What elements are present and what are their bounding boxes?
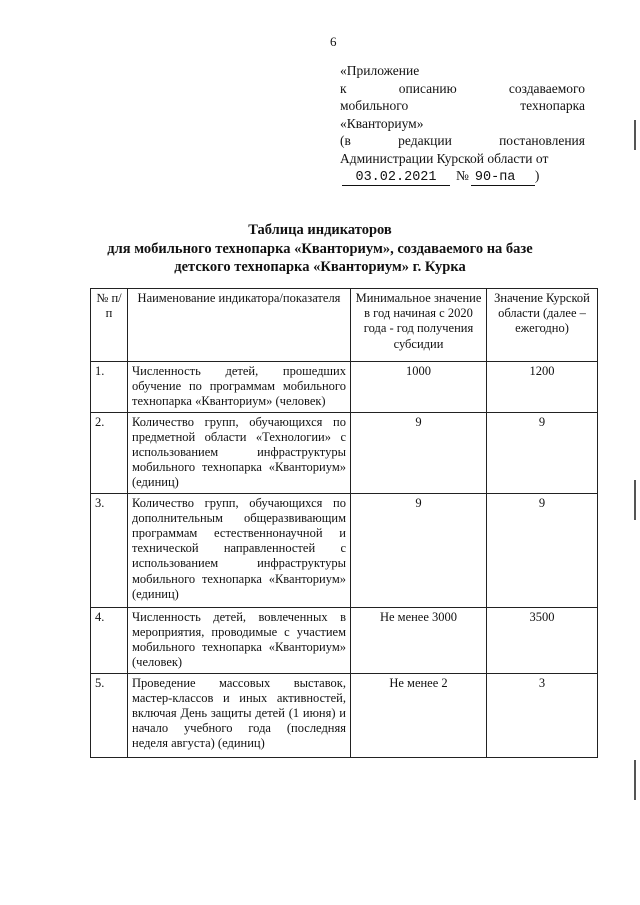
appendix-word: создаваемого [508, 80, 585, 96]
title-line-2: для мобильного технопарка «Кванториум», создаваемого на базе [107, 240, 533, 257]
appendix-word: редакции [398, 133, 452, 148]
header-num: № п/п [91, 289, 128, 362]
table-row [91, 362, 598, 413]
appendix-word: (в [340, 133, 351, 148]
row-kursk-value: 9 [487, 493, 598, 607]
appendix-word: мобильного [340, 98, 409, 113]
indicators-table [90, 288, 598, 758]
row-min-value: 1000 [351, 362, 487, 413]
row-name: Количество групп, обучающихся по предметной области «Технологии» с использованием инфраструктуры мобильного технопарка «Кванториум» (единиц) [128, 412, 351, 493]
appendix-line-1: «Приложение [340, 63, 420, 78]
appendix-line-6: Администрации Курской области от [340, 150, 549, 166]
row-kursk-value: 9 [487, 412, 598, 493]
row-name: Численность детей, прошедших обучение по программам мобильного технопарка «Кванториум» (человек) [128, 362, 351, 413]
table-row [91, 673, 598, 757]
scan-edge-mark [634, 480, 636, 520]
header-min-value: Минимальное значение в год начиная с 2020 года - год получения субсидии [351, 289, 487, 362]
decree-date: 03.02.2021 [342, 170, 450, 186]
header-name: Наименование индикатора/показателя [128, 289, 351, 362]
row-name: Количество групп, обучающихся по дополнительным общеразвивающим программам естественнонаучной и технической направленностей с использованием инфраструктуры мобильного технопарка «Кванториум» (единиц) [128, 493, 351, 607]
appendix-line-5 [340, 132, 585, 150]
row-min-value: Не менее 2 [351, 673, 487, 757]
row-name: Проведение массовых выставок, мастер-классов и иных активностей, включая День защиты детей (1 июня) и начало учебного года (последняя неделя августа) (единиц) [128, 673, 351, 757]
row-num: 4. [91, 607, 128, 673]
appendix-word: описанию [398, 80, 457, 96]
header-kursk-value: Значение Курской области (далее – ежегодно) [487, 289, 598, 362]
row-min-value: Не менее 3000 [351, 607, 487, 673]
page-number: 6 [330, 34, 337, 49]
appendix-word: постановления [499, 133, 585, 148]
scan-edge-mark [634, 120, 636, 150]
table-title [0, 221, 640, 277]
appendix-line-2 [340, 80, 585, 98]
appendix-word: к [340, 80, 347, 96]
title-line-3: детского технопарка «Кванториум» г. Курка [174, 259, 466, 275]
table-header-row [91, 289, 598, 362]
appendix-date-line [340, 167, 585, 186]
row-kursk-value: 3 [487, 673, 598, 757]
table-row [91, 412, 598, 493]
row-min-value: 9 [351, 493, 487, 607]
row-num: 3. [91, 493, 128, 607]
row-kursk-value: 1200 [487, 362, 598, 413]
table-row [91, 493, 598, 607]
row-kursk-value: 3500 [487, 607, 598, 673]
row-min-value: 9 [351, 412, 487, 493]
appendix-block [340, 62, 585, 186]
title-line-1: Таблица индикаторов [248, 222, 392, 238]
table-row [91, 607, 598, 673]
decree-number: 90-па [471, 170, 535, 186]
scan-edge-mark [634, 760, 636, 800]
row-num: 2. [91, 412, 128, 493]
row-num: 1. [91, 362, 128, 413]
number-sign: № [456, 168, 469, 183]
close-paren: ) [534, 168, 540, 183]
appendix-line-3 [340, 97, 585, 115]
appendix-word: технопарка [520, 98, 585, 113]
row-name: Численность детей, вовлеченных в мероприятия, проводимые с участием мобильного технопарка «Кванториум» (человек) [128, 607, 351, 673]
row-num: 5. [91, 673, 128, 757]
appendix-line-4: «Кванториум» [340, 115, 424, 131]
